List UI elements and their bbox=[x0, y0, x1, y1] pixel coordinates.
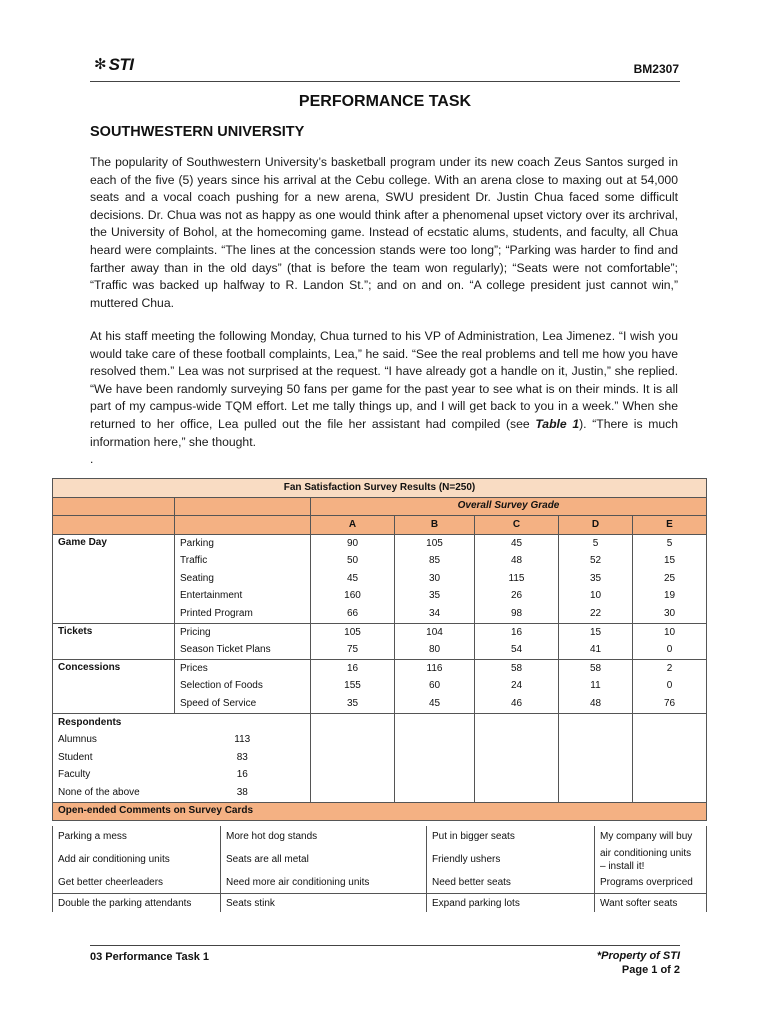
cell-c: 58 bbox=[475, 659, 559, 677]
cell-a: 155 bbox=[311, 678, 395, 696]
cell-d: 58 bbox=[559, 659, 633, 677]
cell-d: 10 bbox=[559, 588, 633, 606]
stray-dot: . bbox=[90, 452, 94, 466]
cell-e: 10 bbox=[633, 623, 707, 641]
cell-d: 15 bbox=[559, 623, 633, 641]
comment-cell: My company will buy bbox=[595, 826, 707, 847]
cell-d: 22 bbox=[559, 605, 633, 623]
cell-e: 0 bbox=[633, 641, 707, 659]
cell-a: 66 bbox=[311, 605, 395, 623]
cell-c: 115 bbox=[475, 570, 559, 588]
comment-cell: Want softer seats bbox=[595, 894, 707, 913]
cell-b: 35 bbox=[395, 588, 475, 606]
respondent-count: 83 bbox=[175, 749, 311, 767]
respondent-count: 16 bbox=[175, 767, 311, 785]
respondent-label: Student bbox=[53, 749, 175, 767]
property-notice: *Property of STI bbox=[596, 950, 680, 962]
paragraph-2 bbox=[90, 328, 678, 451]
comment-cell: More hot dog stands bbox=[221, 826, 427, 847]
cell-b: 116 bbox=[395, 659, 475, 677]
cell-c: 24 bbox=[475, 678, 559, 696]
cell-d: 5 bbox=[559, 534, 633, 552]
footer-rule bbox=[90, 945, 680, 946]
comment-cell: Get better cheerleaders bbox=[53, 873, 221, 894]
row-label: Seating bbox=[175, 570, 311, 588]
page-title: PERFORMANCE TASK bbox=[298, 93, 472, 110]
sti-logo bbox=[94, 56, 134, 73]
comment-line: – install it! bbox=[600, 860, 645, 872]
cell-b: 104 bbox=[395, 623, 475, 641]
footer-label: 03 Performance Task 1 bbox=[90, 951, 210, 963]
cell-c: 48 bbox=[475, 552, 559, 570]
row-label: Entertainment bbox=[175, 588, 311, 606]
comment-cell-multiline bbox=[595, 847, 707, 873]
comment-cell: Add air conditioning units bbox=[53, 847, 221, 873]
header-rule bbox=[90, 81, 680, 82]
row-label: Printed Program bbox=[175, 605, 311, 623]
cell-c: 16 bbox=[475, 623, 559, 641]
comment-cell: Expand parking lots bbox=[427, 894, 595, 913]
cell-e: 0 bbox=[633, 678, 707, 696]
cell-a: 35 bbox=[311, 695, 395, 713]
cell-a: 160 bbox=[311, 588, 395, 606]
respondent-label: None of the above bbox=[53, 784, 175, 802]
group-concessions: Concessions bbox=[53, 659, 175, 713]
cell-d: 48 bbox=[559, 695, 633, 713]
paragraph-1: The popularity of Southwestern University’s basketball program under its new coach Zeus Santos surged in each of the five (5) years since his arrival at the Cebu college. With an arena close to maxing out at 54,000 seats and a vocal coach pushing for a new arena, SWU president Dr. Justin Chua faced some difficult decisions. Dr. Chua was not as happy as one would think after a phenomenal upset victory over its archrival, the University of Bohol, at the homecoming game. Instead of ecstatic alums, students, and faculty, all Chua heard were complaints. “The lines at the concession stands were too long”; “Parking was harder to find and farther away than in the old days” (that is before the team won regularly); “Seats were not comfortable”; “Traffic was backed up halfway to R. Landon St.”; and on and on. “A college president just cannot win,” muttered Chua. bbox=[90, 155, 678, 310]
sti-logo-text: STI bbox=[108, 55, 134, 74]
row-label: Season Ticket Plans bbox=[175, 641, 311, 659]
group-game-day: Game Day bbox=[53, 534, 175, 623]
cell-a: 16 bbox=[311, 659, 395, 677]
grade-header: Overall Survey Grade bbox=[311, 497, 707, 516]
comment-cell: Programs overpriced bbox=[595, 873, 707, 894]
cell-b: 85 bbox=[395, 552, 475, 570]
row-label: Pricing bbox=[175, 623, 311, 641]
cell-b: 30 bbox=[395, 570, 475, 588]
comment-cell: Friendly ushers bbox=[427, 847, 595, 873]
comment-cell: Seats are all metal bbox=[221, 847, 427, 873]
comment-cell: Seats stink bbox=[221, 894, 427, 913]
section-title: SOUTHWESTERN UNIVERSITY bbox=[90, 124, 305, 140]
comment-cell: Need better seats bbox=[427, 873, 595, 894]
respondent-label: Alumnus bbox=[53, 731, 175, 749]
cell-b: 45 bbox=[395, 695, 475, 713]
cell-b: 80 bbox=[395, 641, 475, 659]
cell-b: 34 bbox=[395, 605, 475, 623]
paragraph-2-tail: ). “There is much information here,” she thought. bbox=[90, 416, 678, 449]
cell-a: 50 bbox=[311, 552, 395, 570]
comment-cell: Double the parking attendants bbox=[53, 894, 221, 913]
cell-d: 35 bbox=[559, 570, 633, 588]
row-label: Prices bbox=[175, 659, 311, 677]
comments-table bbox=[52, 826, 707, 912]
cell-e: 30 bbox=[633, 605, 707, 623]
cell-d: 41 bbox=[559, 641, 633, 659]
sti-logo-icon: ✻ bbox=[94, 55, 107, 73]
paragraph-2-text: At his staff meeting the following Monday, Chua turned to his VP of Administration, Lea Jimenez. “I wish you would take care of these football complaints, Lea,” he said. “See the real problems and tell me how you have resolved them.” Lea was not surprised at the request. “I have already got a handle on it, Justin,” she replied. “We have been randomly surveying 50 fans per game for the past year to see what is on their minds. It is all part of my campus-wide TQM effort. Let me tally things up, and I will get back to you in a week.” When she returned to her office, Lea pulled out the file her assistant had compiled (see bbox=[90, 329, 678, 431]
cell-a: 75 bbox=[311, 641, 395, 659]
respondent-label: Faculty bbox=[53, 767, 175, 785]
table-reference: Table 1 bbox=[535, 416, 580, 431]
cell-e: 5 bbox=[633, 534, 707, 552]
cell-e: 19 bbox=[633, 588, 707, 606]
cell-e: 25 bbox=[633, 570, 707, 588]
cell-a: 90 bbox=[311, 534, 395, 552]
cell-a: 105 bbox=[311, 623, 395, 641]
cell-e: 15 bbox=[633, 552, 707, 570]
cell-c: 45 bbox=[475, 534, 559, 552]
respondents-title: Respondents bbox=[53, 713, 175, 731]
comment-cell: Need more air conditioning units bbox=[221, 873, 427, 894]
cell-b: 60 bbox=[395, 678, 475, 696]
comment-line: air conditioning units bbox=[600, 847, 692, 859]
respondent-count: 113 bbox=[175, 731, 311, 749]
grade-a-header: A bbox=[311, 516, 395, 535]
row-label: Parking bbox=[175, 534, 311, 552]
cell-e: 76 bbox=[633, 695, 707, 713]
row-label: Speed of Service bbox=[175, 695, 311, 713]
grade-d-header: D bbox=[559, 516, 633, 535]
cell-c: 26 bbox=[475, 588, 559, 606]
cell-b: 105 bbox=[395, 534, 475, 552]
cell-c: 46 bbox=[475, 695, 559, 713]
grade-b-header: B bbox=[395, 516, 475, 535]
comments-title: Open-ended Comments on Survey Cards bbox=[53, 802, 707, 821]
document-code: BM2307 bbox=[633, 62, 679, 76]
group-tickets: Tickets bbox=[53, 623, 175, 659]
cell-c: 54 bbox=[475, 641, 559, 659]
cell-a: 45 bbox=[311, 570, 395, 588]
cell-d: 52 bbox=[559, 552, 633, 570]
cell-c: 98 bbox=[475, 605, 559, 623]
comment-cell: Parking a mess bbox=[53, 826, 221, 847]
grade-e-header: E bbox=[633, 516, 707, 535]
table-title: Fan Satisfaction Survey Results (N=250) bbox=[53, 479, 707, 498]
grade-c-header: C bbox=[475, 516, 559, 535]
row-label: Selection of Foods bbox=[175, 678, 311, 696]
cell-e: 2 bbox=[633, 659, 707, 677]
row-label: Traffic bbox=[175, 552, 311, 570]
survey-table bbox=[52, 478, 707, 821]
cell-d: 11 bbox=[559, 678, 633, 696]
respondent-count: 38 bbox=[175, 784, 311, 802]
comment-cell: Put in bigger seats bbox=[427, 826, 595, 847]
page-number: Page 1 of 2 bbox=[621, 964, 680, 976]
